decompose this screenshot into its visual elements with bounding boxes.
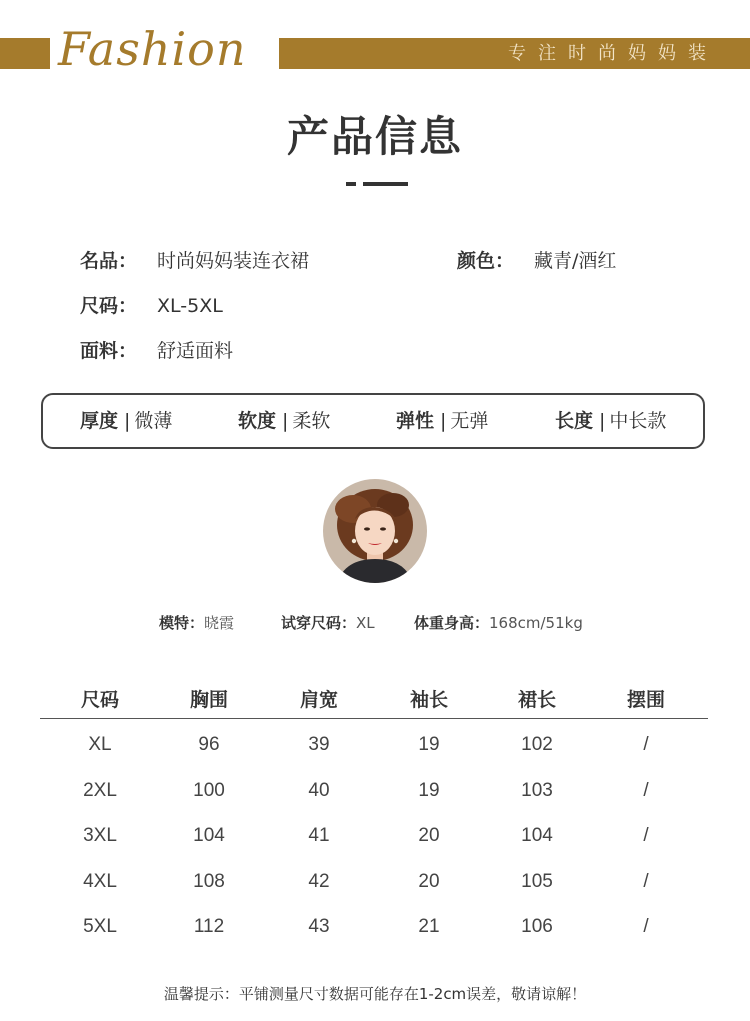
info-fabric	[80, 336, 233, 366]
properties-box	[41, 393, 705, 449]
property-separator: |	[124, 410, 131, 432]
model-name	[159, 610, 234, 636]
table-cell: 21	[418, 916, 440, 937]
info-size-value: XL-5XL	[157, 295, 223, 317]
table-row	[40, 765, 708, 811]
model-body	[414, 610, 583, 636]
model-body-label: 体重身高：	[414, 614, 490, 632]
table-cell: 5XL	[83, 916, 117, 937]
fashion-logo: Fashion	[58, 22, 247, 76]
info-color-value: 藏青/酒红	[534, 250, 617, 272]
model-body-value: 168cm/51kg	[489, 614, 583, 632]
property-separator: |	[282, 410, 289, 432]
title-decoration-long	[363, 182, 408, 186]
table-cell: 3XL	[83, 825, 117, 846]
table-cell: /	[643, 870, 649, 892]
banner-slogan: 专注时尚妈妈装	[508, 43, 718, 64]
table-cell: 20	[418, 870, 440, 892]
header-cell: 摆围	[626, 689, 665, 711]
model-name-value: 晓霞	[204, 614, 235, 632]
info-fabric-value: 舒适面料	[157, 340, 234, 362]
table-cell: /	[643, 779, 649, 801]
property-value: 微薄	[134, 410, 173, 432]
size-table	[40, 682, 708, 947]
table-cell: 112	[193, 916, 225, 937]
property-value: 柔软	[292, 410, 331, 432]
table-cell: 41	[308, 825, 330, 846]
table-cell: 106	[521, 916, 553, 937]
property-label: 长度	[555, 410, 594, 432]
table-cell: 40	[308, 779, 330, 801]
info-size-label: 尺码：	[80, 295, 138, 317]
table-cell: 102	[521, 734, 553, 755]
table-cell: /	[643, 916, 649, 937]
size-table-header	[40, 682, 708, 719]
table-row	[40, 856, 708, 902]
table-row	[40, 901, 708, 947]
table-row	[40, 719, 708, 765]
table-cell: 105	[521, 870, 553, 892]
table-cell: 42	[308, 870, 330, 892]
model-avatar	[323, 479, 427, 583]
header-cell: 胸围	[189, 689, 228, 711]
table-cell: 104	[521, 825, 553, 846]
property-value: 中长款	[609, 410, 667, 432]
table-cell: 103	[521, 779, 553, 801]
table-cell: 2XL	[83, 779, 117, 801]
section-title: 产品信息	[286, 112, 463, 161]
table-cell: 20	[418, 825, 440, 846]
property-softness	[238, 395, 330, 447]
banner-bar-left	[0, 38, 50, 69]
model-size-label: 试穿尺码：	[281, 614, 357, 632]
info-size	[80, 291, 223, 321]
header-cell: 裙长	[517, 689, 556, 711]
table-cell: 104	[193, 825, 225, 846]
measurement-tip: 温馨提示：平铺测量尺寸数据可能存在1-2cm误差，敬请谅解！	[163, 985, 587, 1003]
info-name-value: 时尚妈妈装连衣裙	[157, 250, 310, 272]
property-separator: |	[599, 410, 606, 432]
property-length	[555, 395, 666, 447]
property-thickness	[80, 395, 172, 447]
header-cell: 袖长	[409, 689, 448, 711]
table-cell: 19	[418, 779, 440, 801]
info-color-label: 颜色：	[457, 250, 515, 272]
table-cell: /	[643, 734, 649, 755]
table-cell: 100	[193, 779, 225, 801]
header-cell: 尺码	[80, 689, 119, 711]
model-name-label: 模特：	[159, 614, 205, 632]
info-name-label: 名品：	[80, 250, 138, 272]
property-separator: |	[440, 410, 447, 432]
model-size-value: XL	[356, 614, 375, 632]
table-cell: 19	[418, 734, 440, 755]
table-cell: 39	[308, 734, 330, 755]
property-label: 厚度	[80, 410, 119, 432]
table-row	[40, 810, 708, 856]
table-cell: XL	[88, 734, 112, 755]
property-label: 弹性	[396, 410, 435, 432]
info-color	[457, 246, 616, 276]
info-name	[80, 246, 309, 276]
header-cell: 肩宽	[299, 689, 338, 711]
table-cell: 108	[193, 870, 225, 892]
table-cell: 43	[308, 916, 330, 937]
table-cell: 96	[198, 734, 220, 755]
title-decoration-short	[346, 182, 356, 186]
property-elasticity	[396, 395, 488, 447]
table-cell: /	[643, 825, 649, 846]
property-value: 无弹	[450, 410, 489, 432]
table-cell: 4XL	[83, 870, 117, 892]
property-label: 软度	[238, 410, 277, 432]
info-fabric-label: 面料：	[80, 340, 138, 362]
model-trial-size	[281, 610, 375, 636]
